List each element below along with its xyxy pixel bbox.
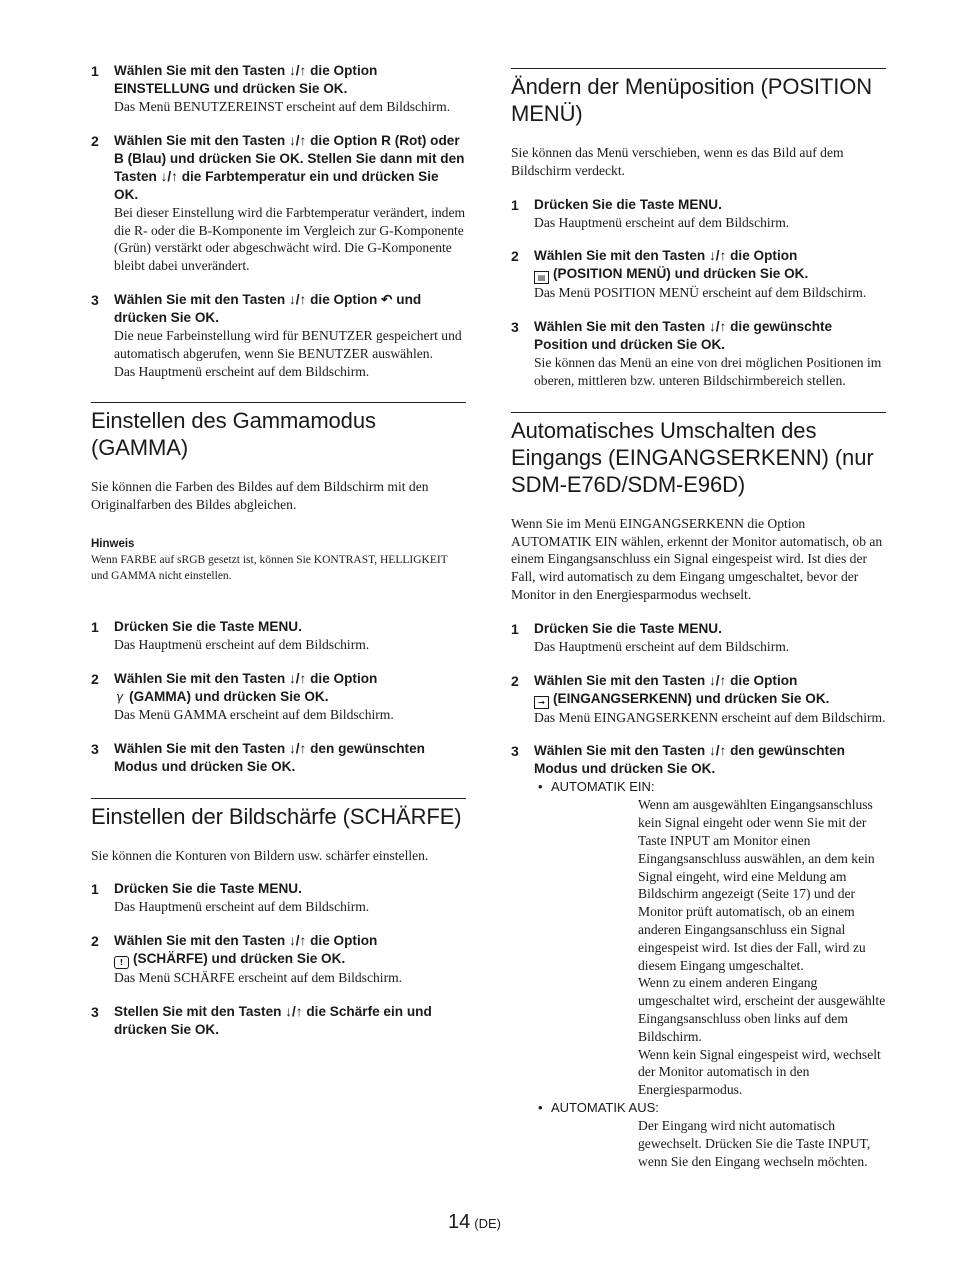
step-number: 2 xyxy=(91,670,99,687)
section-heading: Einstellen des Gammamodus (GAMMA) xyxy=(91,408,376,461)
step-title xyxy=(534,672,886,709)
step xyxy=(511,620,886,656)
step-title: Drücken Sie die Taste MENU. xyxy=(114,618,302,634)
bullet-text: Der Eingang wird nicht automatisch gewechselt. Drücken Sie die Taste INPUT, wenn Sie den Eingang wechseln möchten. xyxy=(638,1117,871,1169)
section-menu-position xyxy=(511,68,886,390)
step-body: Bei dieser Einstellung wird die Farbtemperatur verändert, indem die R- oder die B-Komponente im Vergleich zur G-Komponente (Grün) verstärkt oder abgeschwächt wird. Die G-Komponente bleibt dabei unverändert. xyxy=(114,204,466,274)
step xyxy=(91,1003,466,1039)
step xyxy=(511,672,886,727)
step xyxy=(511,318,886,390)
step-title xyxy=(114,932,466,969)
step-title-part: (EINGANGSERKENN) und drücken Sie OK. xyxy=(553,690,830,706)
step-body: Sie können das Menü an eine von drei möglichen Positionen im oberen, mittleren bzw. unteren Bildschirmbereich stellen. xyxy=(534,355,882,388)
note-heading: Hinweis xyxy=(91,537,135,550)
step-title-part: (POSITION MENÜ) und drücken Sie OK. xyxy=(553,266,809,282)
step-body: Das Hauptmenü erscheint auf dem Bildschirm. xyxy=(114,636,370,652)
step-title: Drücken Sie die Taste MENU. xyxy=(534,620,722,636)
step-title-part: Wählen Sie mit den Tasten ↓/↑ die Option xyxy=(534,672,798,688)
step xyxy=(91,932,466,987)
step-title: Wählen Sie mit den Tasten ↓/↑ die gewünschte Position und drücken Sie OK. xyxy=(534,319,833,353)
step-body: Die neue Farbeinstellung wird für BENUTZER gespeichert und automatisch abgerufen, wenn Sie BENUTZER auswählen. Das Hauptmenü erscheint auf dem Bildschirm. xyxy=(114,327,462,379)
step-title-part: Wählen Sie mit den Tasten ↓/↑ die Option xyxy=(114,933,378,949)
step-title-part: Wählen Sie mit den Tasten ↓/↑ die Option xyxy=(534,248,798,264)
step-body: Das Hauptmenü erscheint auf dem Bildschirm. xyxy=(534,638,790,654)
step xyxy=(91,132,466,275)
step-number: 3 xyxy=(91,740,99,757)
step-number: 2 xyxy=(91,132,99,149)
note-text: Wenn FARBE auf sRGB gesetzt ist, können Sie KONTRAST, HELLIGKEIT und GAMMA nicht einstellen. xyxy=(91,553,448,582)
input-sensing-icon: → xyxy=(534,696,549,709)
step-number: 3 xyxy=(511,319,519,336)
section-gamma xyxy=(91,402,466,775)
step-body: Das Hauptmenü erscheint auf dem Bildschirm. xyxy=(114,899,370,915)
step-number: 3 xyxy=(91,291,99,308)
step xyxy=(511,742,886,1170)
step-title: Wählen Sie mit den Tasten ↓/↑ den gewünschten Modus und drücken Sie OK. xyxy=(534,743,845,777)
step-body: Das Menü SCHÄRFE erscheint auf dem Bildschirm. xyxy=(114,970,403,986)
page-footer xyxy=(448,1211,501,1234)
bullet-label: • AUTOMATIK EIN: xyxy=(534,778,886,796)
step-title: Wählen Sie mit den Tasten ↓/↑ den gewünschten Modus und drücken Sie OK. xyxy=(114,740,425,774)
step xyxy=(91,291,466,380)
gamma-icon: γ xyxy=(116,689,124,704)
step-number: 2 xyxy=(91,933,99,950)
section-heading: Automatisches Umschalten des Eingangs (EINGANGSERKENN) (nur SDM-E76D/SDM-E96D) xyxy=(511,417,874,497)
section-sharpness xyxy=(91,798,466,1039)
sharpness-icon: ! xyxy=(114,956,129,969)
section-intro: Wenn Sie im Menü EINGANGSERKENN die Option AUTOMATIK EIN wählen, erkennt der Monitor automatisch, ob an einem Eingangsanschluss ein Signal eingespeist wird. Ist dies der Fall, wird automatisch zu dem Eingang umgeschaltet, bevor der Monitor in den Energiesparmodus wechselt. xyxy=(511,515,883,602)
step xyxy=(91,62,466,116)
step-title: Wählen Sie mit den Tasten ↓/↑ die Option EINSTELLUNG und drücken Sie OK. xyxy=(114,63,378,96)
section-heading: Ändern der Menüposition (POSITION MENÜ) xyxy=(511,74,873,126)
step-number: 2 xyxy=(511,248,519,265)
page-language: (DE) xyxy=(474,1216,501,1231)
step-number: 3 xyxy=(511,743,519,760)
step-title-part: Wählen Sie mit den Tasten ↓/↑ die Option xyxy=(114,670,378,686)
menu-position-icon: ▤ xyxy=(534,271,549,284)
step-body: Das Menü EINGANGSERKENN erscheint auf dem Bildschirm. xyxy=(534,709,886,725)
section-input-sensing xyxy=(511,412,886,1171)
step-body: Das Menü POSITION MENÜ erscheint auf dem Bildschirm. xyxy=(534,285,867,301)
bullet-text: Wenn am ausgewählten Eingangsanschluss kein Signal eingeht oder wenn Sie mit der Taste INPUT am Monitor einen Eingangsanschluss auswählen, an dem kein Signal eingeht, wird eine Meldung am Bildschirm angezeigt (Seite 17) und der Monitor prüft automatisch, ob an einem anderen Eingangsanschluss ein Signal eingespeist wird. Ist dies der Fall, wird zu diesem Eingang umgeschaltet. Wenn zu einem anderen Eingang umgeschaltet wird, erscheint der ausgewählte Eingangsanschluss oben links auf dem Bildschirm. Wenn kein Signal eingespeist wird, wechselt der Monitor automatisch in den Energiesparmodus. xyxy=(638,797,886,1098)
bullet-label: • AUTOMATIK AUS: xyxy=(534,1099,886,1117)
step-title-part: (GAMMA) und drücken Sie OK. xyxy=(129,688,329,704)
step-body: Das Hauptmenü erscheint auf dem Bildschirm. xyxy=(534,214,790,230)
right-column xyxy=(511,62,886,1170)
step-number: 1 xyxy=(91,63,99,79)
section-intro: Sie können das Menü verschieben, wenn es das Bild auf dem Bildschirm verdeckt. xyxy=(511,145,844,178)
step-number: 2 xyxy=(511,672,519,689)
step-title: Stellen Sie mit den Tasten ↓/↑ die Schärfe ein und drücken Sie OK. xyxy=(114,1003,432,1037)
step-title xyxy=(114,670,466,706)
step-title: Wählen Sie mit den Tasten ↓/↑ die Option ↶ und drücken Sie OK. xyxy=(114,291,422,325)
step xyxy=(91,740,466,776)
step xyxy=(511,247,886,302)
step xyxy=(91,618,466,654)
step-title xyxy=(534,247,886,284)
step xyxy=(511,196,886,232)
step-title: Wählen Sie mit den Tasten ↓/↑ die Option R (Rot) oder B (Blau) und drücken Sie OK. Stellen Sie dann mit den Tasten ↓/↑ die Farbtemperatur ein und drücken Sie OK. xyxy=(114,132,465,202)
page-number: 14 xyxy=(448,1211,471,1233)
step-number: 1 xyxy=(511,196,519,213)
left-column xyxy=(91,62,466,1055)
step-title-part: (SCHÄRFE) und drücken Sie OK. xyxy=(133,951,346,967)
section-heading: Einstellen der Bildschärfe (SCHÄRFE) xyxy=(91,803,462,829)
step-body: Das Menü GAMMA erscheint auf dem Bildschirm. xyxy=(114,706,394,722)
step-number: 1 xyxy=(91,618,99,635)
step-number: 1 xyxy=(91,881,99,898)
section-intro: Sie können die Farben des Bildes auf dem Bildschirm mit den Originalfarben des Bildes abgleichen. xyxy=(91,479,429,513)
step xyxy=(91,880,466,916)
step-body: Das Menü BENUTZEREINST erscheint auf dem Bildschirm. xyxy=(114,99,451,114)
step-number: 1 xyxy=(511,620,519,637)
step-title: Drücken Sie die Taste MENU. xyxy=(534,196,722,212)
step-title: Drücken Sie die Taste MENU. xyxy=(114,881,302,897)
section-intro: Sie können die Konturen von Bildern usw. schärfer einstellen. xyxy=(91,847,429,863)
step-number: 3 xyxy=(91,1003,99,1020)
step xyxy=(91,670,466,724)
